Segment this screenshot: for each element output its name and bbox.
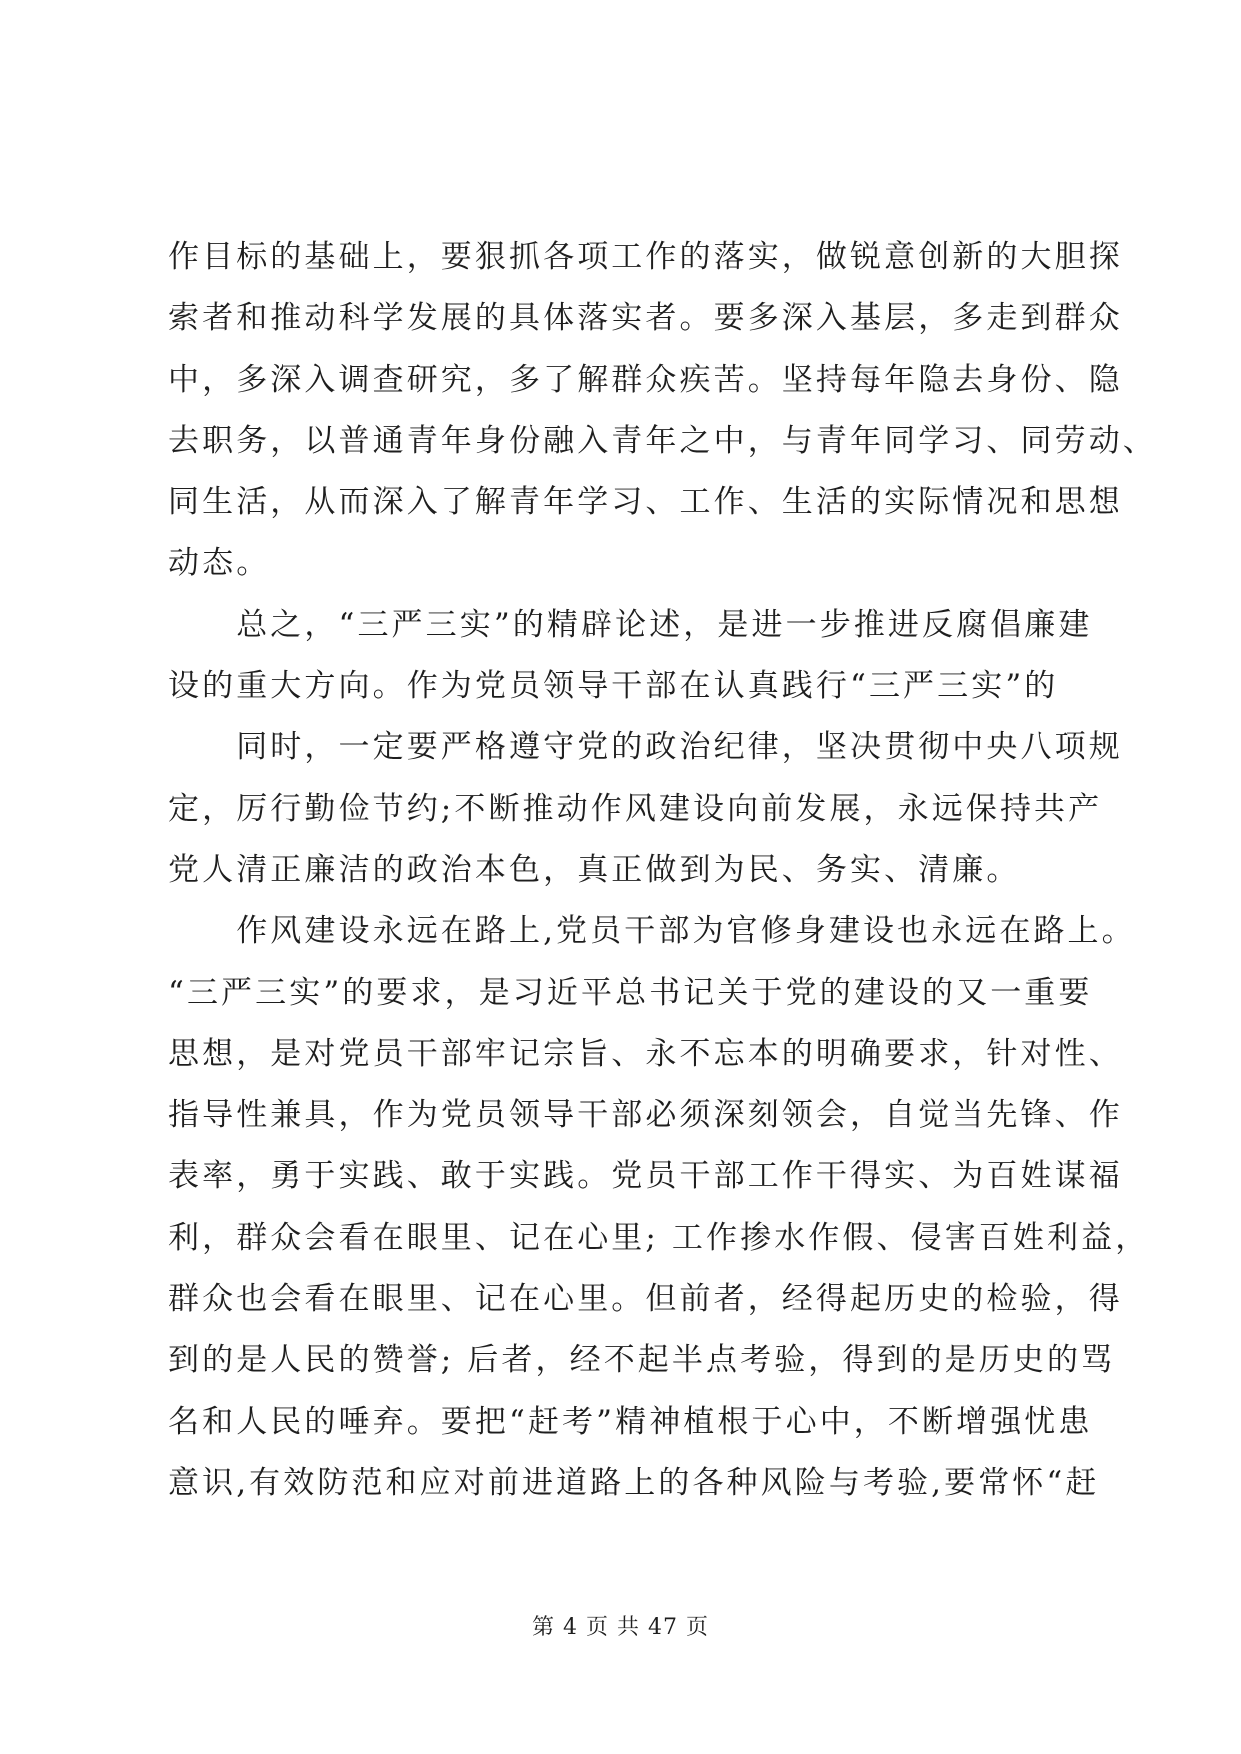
text-line: 索者和推动科学发展的具体落实者。要多深入基层，多走到群众 [168,300,1123,337]
text-line: 作目标的基础上，要狠抓各项工作的落实，做锐意创新的大胆探 [168,239,1123,275]
text-line: 同生活，从而深入了解青年学习、工作、生活的实际情况和思想 [168,484,1123,521]
text-line: 思想，是对党员干部牢记宗旨、永不忘本的明确要求，针对性、 [168,1035,1123,1072]
text-line: 动态。 [168,545,271,582]
text-line: 到的是人民的赞誉; 后者，经不起半点考验，得到的是历史的骂 [168,1342,1116,1379]
text-line: 定，厉行勤俭节约;不断推动作风建设向前发展，永远保持共产 [168,790,1103,827]
text-line: 利，群众会看在眼里、记在心里; 工作掺水作假、侵害百姓利益， [168,1219,1150,1256]
text-line: “三严三实”的要求，是习近平总书记关于党的建设的又一重要 [168,974,1093,1011]
text-line: 中，多深入调查研究，多了解群众疾苦。坚持每年隐去身份、隐 [168,361,1123,398]
text-line: 总之，“三严三实”的精辟论述，是进一步推进反腐倡廉建 [168,606,1093,643]
text-line: 指导性兼具，作为党员领导干部必须深刻领会，自觉当先锋、作 [168,1097,1123,1134]
text-line: 名和人民的唾弃。要把“赶考”精神植根于心中，不断增强忧患 [168,1403,1093,1440]
text-line: 群众也会看在眼里、记在心里。但前者，经得起历史的检验，得 [168,1281,1123,1318]
text-line: 作风建设永远在路上,党员干部为官修身建设也永远在路上。 [168,913,1136,950]
text-line: 去职务，以普通青年身份融入青年之中，与青年同学习、同劳动、 [168,422,1157,459]
body-text [168,227,1157,1514]
text-line: 同时，一定要严格遵守党的政治纪律，坚决贯彻中央八项规 [168,729,1123,766]
page-number-footer: 第 4 页 共 47 页 [532,1615,709,1640]
text-line: 意识,有效防范和应对前进道路上的各种风险与考验,要常怀“赶 [168,1464,1100,1501]
text-line: 设的重大方向。作为党员领导干部在认真践行“三严三实”的 [168,668,1059,705]
text-line: 党人清正廉洁的政治本色，真正做到为民、务实、清廉。 [168,851,1021,888]
text-line: 表率，勇于实践、敢于实践。党员干部工作干得实、为百姓谋福 [168,1158,1123,1195]
